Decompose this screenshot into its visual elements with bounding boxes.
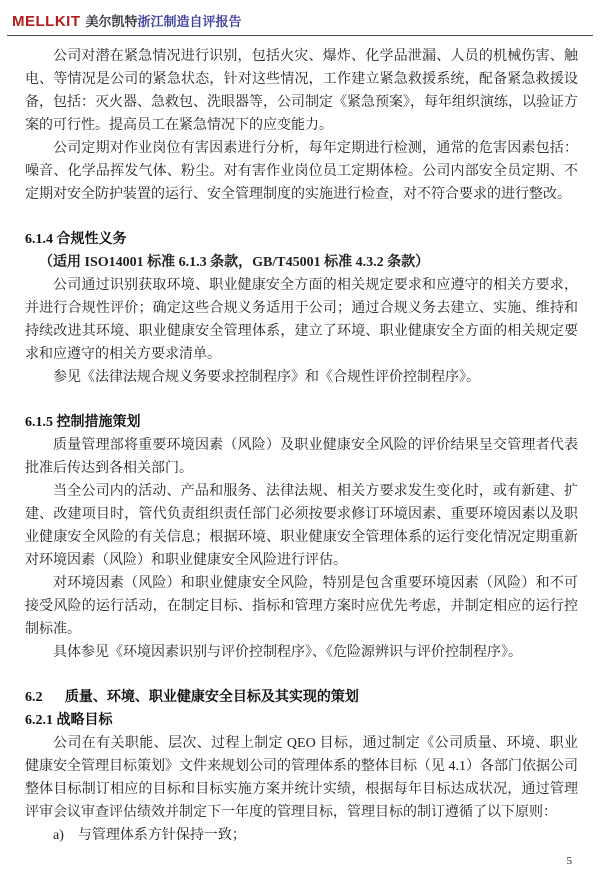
section-subheading-6-1-4: （适用 ISO14001 标准 6.1.3 条款，GB/T45001 标准 4.3.2 条款） (39, 255, 430, 270)
brand-name: MELLKIT (12, 13, 81, 30)
report-title: 浙江制造自评报告 (137, 14, 242, 29)
section-title-6-2: 质量、环境、职业健康安全目标及其实现的策划 (64, 690, 359, 705)
paragraph-risk-update: 当全公司内的活动、产品和服务、法律法规、相关方要求发生变化时，或有新建、扩建、改建项目时，管代负责组织责任部门必须按要求修订环境因素、重要环境因素以及职业健康安全风险的有关信息；根据环境、职业健康安全管理体系的运行变化情况定期重新对环境因素（风险）和职业健康安全风险进行评估。 (25, 484, 578, 568)
list-item-text: 与管理体系方针保持一致； (77, 828, 246, 843)
list-item-a (25, 824, 578, 847)
section-heading-6-2-1: 6.2.1 战略目标 (25, 713, 113, 728)
section-number-6-2: 6.2 (25, 690, 43, 705)
section-heading-6-2 (25, 686, 578, 709)
document-body (0, 36, 600, 847)
paragraph-compliance-reference: 参见《法律法规合规义务要求控制程序》和《合规性评价控制程序》。 (53, 370, 480, 385)
paragraph-risk-priority: 对环境因素（风险）和职业健康安全风险，特别是包含重要环境因素（风险）和不可接受风险的运行活动，在制定目标、指标和管理方案时应优先考虑，并制定相应的运行控制标准。 (25, 576, 578, 637)
list-item-marker: a) (53, 828, 64, 843)
paragraph-hazard-monitoring: 公司定期对作业岗位有害因素进行分析，每年定期进行检测，通常的危害因素包括：噪音、化学品挥发气体、粉尘。对有害作业岗位员工定期体检。公司内部安全员定期、不定期对安全防护装置的运行、安全管理制度的实施进行检查，对不符合要求的进行整改。 (25, 141, 578, 202)
paragraph-emergency-response: 公司对潜在紧急情况进行识别，包括火灾、爆炸、化学品泄漏、人员的机械伤害、触电、等情况是公司的紧急状态，针对这些情况，工作建立紧急救援系统，配备紧急救援设备，包括：灭火器、急救包、洗眼器等，公司制定《紧急预案》，每年组织演练，以验证方案的可行性。提高员工在紧急情况下的应变能力。 (25, 49, 578, 133)
page-header (7, 0, 593, 36)
section-heading-6-1-4: 6.1.4 合规性义务 (25, 232, 127, 247)
paragraph-risk-approval: 质量管理部将重要环境因素（风险）及职业健康安全风险的评价结果呈交管理者代表批准后传达到各相关部门。 (25, 438, 578, 476)
paragraph-risk-reference: 具体参见《环境因素识别与评价控制程序》、《危险源辨识与评价控制程序》。 (53, 645, 522, 660)
company-name: 美尔凯特 (85, 14, 138, 29)
page-number: 5 (566, 855, 572, 867)
section-heading-6-1-5: 6.1.5 控制措施策划 (25, 415, 141, 430)
paragraph-compliance-obligations: 公司通过识别获取环境、职业健康安全方面的相关规定要求和应遵守的相关方要求，并进行合规性评价；确定这些合规义务适用于公司；通过合规义务去建立、实施、维持和持续改进其环境、职业健康安全管理体系，建立了环境、职业健康安全方面的相关规定要求和应遵守的相关方要求清单。 (25, 278, 578, 362)
paragraph-strategic-goals: 公司在有关职能、层次、过程上制定 QEO 目标，通过制定《公司质量、环境、职业健康安全管理目标策划》文件来规划公司的管理体系的整体目标（见 4.1）各部门依据公司整体目标制订相应的目标和目标实施方案并统计实绩，根据每年目标达成状况，通过管理评审会议审查评估绩效并制定下一年度的管理目标，管理目标的制订遵循了以下原则： (25, 736, 578, 820)
